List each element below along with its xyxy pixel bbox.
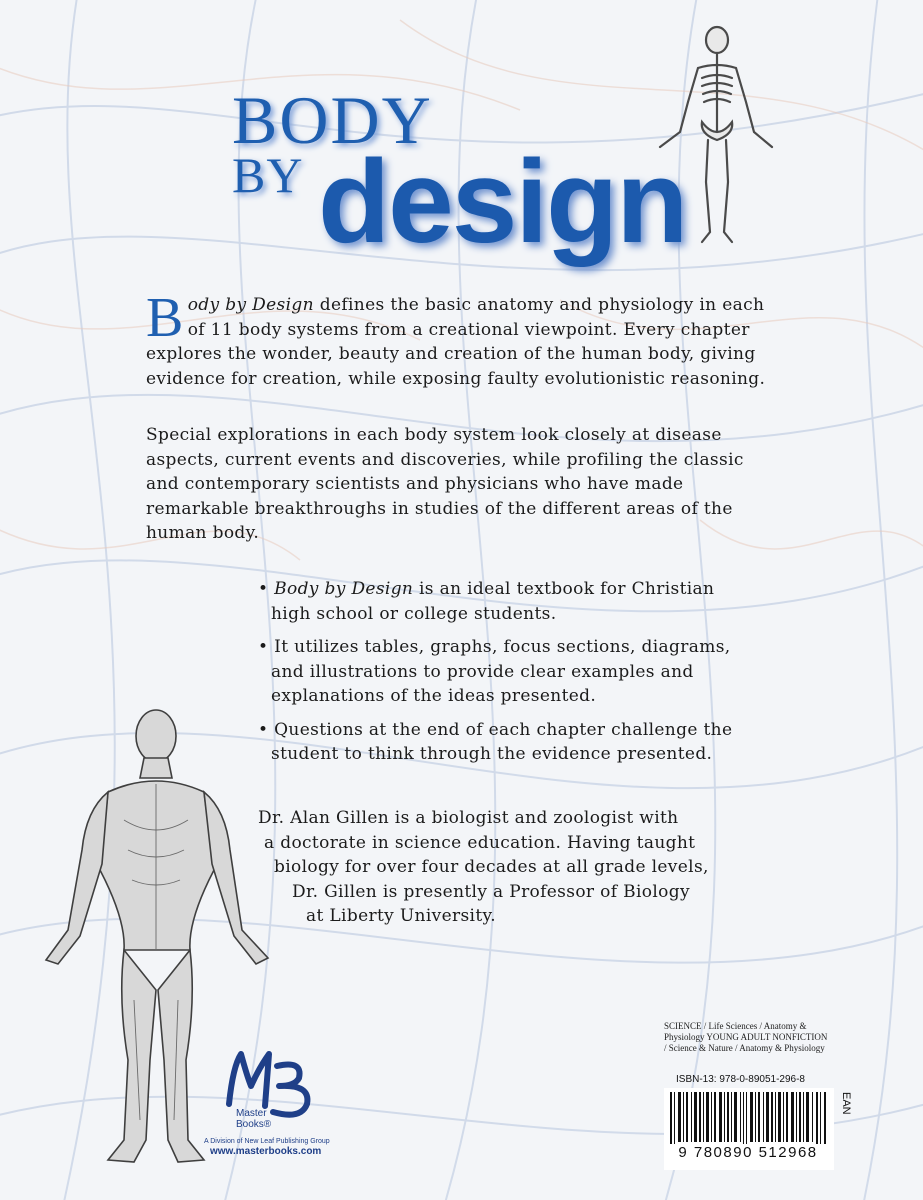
- title-design: design: [318, 136, 687, 268]
- bio-line: Dr. Alan Gillen is a biologist and zoologist with: [258, 808, 679, 828]
- barcode-number: 9 780890 512968: [668, 1144, 828, 1161]
- intro-paragraph: [146, 287, 776, 391]
- title-body: BODY: [232, 82, 433, 158]
- book-title-italic: ody by Design: [187, 295, 314, 315]
- publisher-url[interactable]: www.masterbooks.com: [210, 1146, 322, 1157]
- intro-text: defines the basic anatomy and physiology in each of 11 body systems from a creational viewpoint. Every chapter explores the wonder, beauty and creation of the human body, giving evidence for creation, while exposing faulty evolutionistic reasoning.: [146, 295, 766, 389]
- feature-list: [256, 577, 736, 776]
- drop-cap: B: [146, 287, 184, 349]
- bio-line: a doctorate in science education. Having taught: [264, 832, 696, 853]
- title-by: BY: [232, 147, 304, 203]
- publisher-division: A Division of New Leaf Publishing Group: [204, 1138, 330, 1145]
- barcode-bars: [664, 1088, 834, 1144]
- list-item: • Body by Design is an ideal textbook for Christian high school or college students.: [258, 579, 715, 624]
- list-item: • Questions at the end of each chapter challenge the student to think through the evidence presented.: [258, 719, 733, 764]
- explorations-paragraph: Special explorations in each body system look closely at disease aspects, current events and discoveries, while profiling the classic and contemporary scientists and physicians who have made remarkable breakthroughs in studies of the different areas of the human body.: [146, 425, 744, 543]
- book-title-italic: Body by Design: [274, 579, 414, 599]
- list-item: • It utilizes tables, graphs, focus sections, diagrams, and illustrations to provide clear examples and explanations of the ideas presented.: [258, 637, 731, 706]
- bisac-category: SCIENCE / Life Sciences / Anatomy & Physiology YOUNG ADULT NONFICTION / Science & Nature / Anatomy & Physiology: [664, 1021, 828, 1053]
- skeleton-illustration: [650, 22, 780, 247]
- bio-line: Dr. Gillen is presently a Professor of Biology: [292, 881, 690, 902]
- author-bio: [258, 806, 738, 929]
- bio-line: at Liberty University.: [306, 906, 496, 926]
- publisher-name: Master Books®: [236, 1108, 272, 1130]
- bio-line: biology for over four decades at all grade levels,: [274, 857, 709, 877]
- isbn-label: ISBN-13: 978-0-89051-296-8: [676, 1074, 805, 1085]
- ean-label: EAN: [840, 1092, 852, 1115]
